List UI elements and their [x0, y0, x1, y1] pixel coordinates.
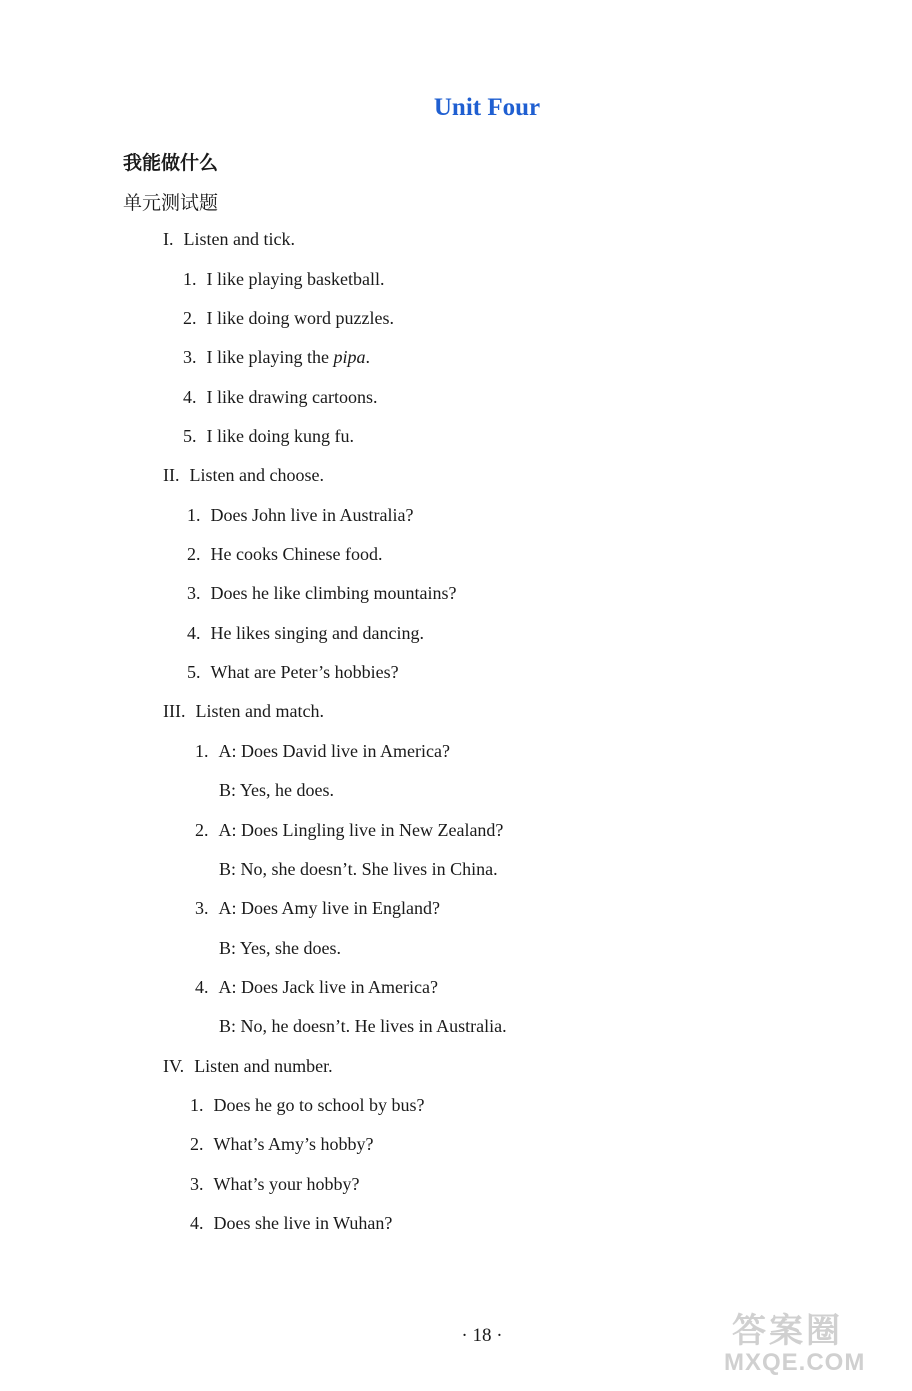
section-heading-unit-test: 单元测试题 [123, 193, 219, 214]
list-item [190, 1133, 374, 1155]
section-heading-what-can-i-do: 我能做什么 [123, 153, 219, 174]
item-text: What are Peter’s hobbies? [210, 662, 399, 682]
watermark-url: MXQE.COM [724, 1349, 866, 1376]
dialogue-answer: B: No, she doesn’t. She lives in China. [219, 859, 498, 879]
list-item [190, 1094, 424, 1116]
section-i-title [163, 228, 295, 250]
list-item [190, 1212, 392, 1234]
item-text: I like doing kung fu. [206, 426, 354, 446]
item-text: I like playing the [206, 347, 334, 367]
item-text: I like drawing cartoons. [206, 387, 378, 407]
item-text: What’s your hobby? [213, 1174, 360, 1194]
dialogue-question [195, 740, 450, 762]
section-instruction: Listen and choose. [189, 465, 324, 485]
page-title: Unit Four [433, 94, 541, 121]
item-number: 4. [195, 977, 209, 997]
dialogue-answer: B: No, he doesn’t. He lives in Australia. [219, 1016, 507, 1036]
item-number: 2. [183, 308, 197, 328]
dialogue-question [195, 819, 503, 841]
item-number: 2. [195, 820, 209, 840]
section-label: II. [163, 465, 180, 485]
dialogue-question [195, 897, 440, 919]
section-instruction: Listen and number. [194, 1056, 333, 1076]
section-ii-title [163, 464, 324, 486]
section-label: I. [163, 229, 174, 249]
dialogue-line-a: A: Does Jack live in America? [218, 977, 438, 997]
item-text: Does he like climbing mountains? [210, 583, 457, 603]
dialogue-answer: B: Yes, she does. [219, 938, 342, 958]
list-item [187, 661, 399, 683]
list-item [187, 543, 382, 565]
item-number: 1. [190, 1095, 204, 1115]
item-text: Does he go to school by bus? [213, 1095, 425, 1115]
dialogue-line-a: A: Does David live in America? [218, 741, 450, 761]
section-iii-title [163, 700, 324, 722]
item-number: 2. [187, 544, 201, 564]
section-iv-title [163, 1055, 333, 1077]
dialogue-line-a: A: Does Lingling live in New Zealand? [218, 820, 504, 840]
section-label: III. [163, 701, 186, 721]
item-text: Does she live in Wuhan? [213, 1213, 393, 1233]
item-text: What’s Amy’s hobby? [213, 1134, 374, 1154]
item-number: 1. [195, 741, 209, 761]
page-number: · 18 · [461, 1325, 503, 1346]
list-item [187, 504, 413, 526]
list-item [183, 386, 377, 408]
item-text: I like doing word puzzles. [206, 308, 394, 328]
list-item [183, 307, 394, 329]
item-text: He likes singing and dancing. [210, 623, 424, 643]
item-text-end: . [365, 347, 370, 367]
item-number: 5. [187, 662, 201, 682]
item-number: 3. [195, 898, 209, 918]
list-item [187, 582, 456, 604]
list-item [190, 1173, 359, 1195]
item-number: 1. [183, 269, 197, 289]
watermark-logo [724, 1303, 874, 1377]
item-number: 4. [190, 1213, 204, 1233]
watermark-text: 答案圈 [732, 1312, 843, 1350]
item-number: 5. [183, 426, 197, 446]
list-item [183, 346, 370, 368]
item-text: Does John live in Australia? [210, 505, 414, 525]
item-number: 3. [187, 583, 201, 603]
item-number: 3. [183, 347, 197, 367]
item-number: 2. [190, 1134, 204, 1154]
item-italic-word: pipa [333, 347, 366, 367]
item-number: 3. [190, 1174, 204, 1194]
item-number: 4. [183, 387, 197, 407]
item-text: He cooks Chinese food. [210, 544, 383, 564]
dialogue-answer: B: Yes, he does. [219, 780, 335, 800]
item-number: 1. [187, 505, 201, 525]
list-item [187, 622, 424, 644]
dialogue-question [195, 976, 438, 998]
section-instruction: Listen and match. [195, 701, 324, 721]
list-item [183, 425, 354, 447]
dialogue-line-a: A: Does Amy live in England? [218, 898, 440, 918]
section-label: IV. [163, 1056, 185, 1076]
item-text: I like playing basketball. [206, 269, 385, 289]
item-number: 4. [187, 623, 201, 643]
list-item [183, 268, 384, 290]
section-instruction: Listen and tick. [183, 229, 295, 249]
